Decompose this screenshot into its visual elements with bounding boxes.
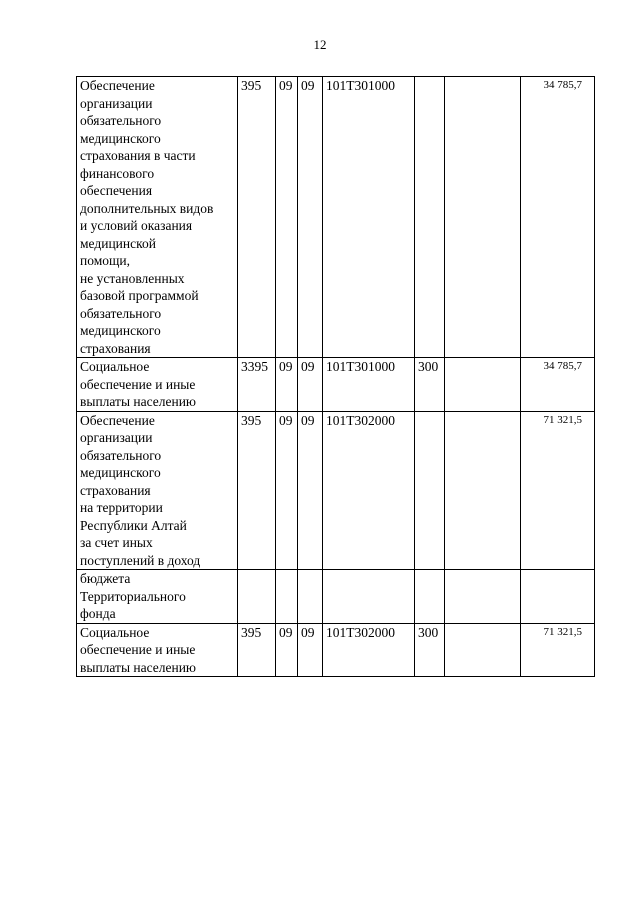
- target-code: 101Т301000: [323, 77, 415, 358]
- extra-cell: [445, 411, 521, 570]
- budget-table: [76, 76, 595, 677]
- row-name: бюджета Территориального фонда: [77, 570, 238, 624]
- section-code: 09: [276, 411, 298, 570]
- amount: [521, 570, 595, 624]
- section-code: 09: [276, 358, 298, 412]
- row-name: Обеспечение организации обязательного медицинского страхования на территории Республики Алтай за счет иных поступлений в доход: [77, 411, 238, 570]
- amount: 34 785,7: [521, 77, 595, 358]
- expense-code: [415, 411, 445, 570]
- table-row: [77, 623, 595, 677]
- admin-code: [238, 570, 276, 624]
- amount: 71 321,5: [521, 411, 595, 570]
- section-code: [276, 570, 298, 624]
- row-name: Обеспечение организации обязательного медицинского страхования в части финансового обеспечения дополнительных видов и условий оказания медицинской помощи, не установленных базовой программой обязательного медицинского страхования: [77, 77, 238, 358]
- table-row: [77, 77, 595, 358]
- extra-cell: [445, 358, 521, 412]
- expense-code: [415, 570, 445, 624]
- subsection-code: [298, 570, 323, 624]
- row-name: Социальное обеспечение и иные выплаты населению: [77, 358, 238, 412]
- table-row: [77, 570, 595, 624]
- expense-code: 300: [415, 358, 445, 412]
- admin-code: 395: [238, 411, 276, 570]
- extra-cell: [445, 77, 521, 358]
- table-row: [77, 358, 595, 412]
- row-name: Социальное обеспечение и иные выплаты населению: [77, 623, 238, 677]
- subsection-code: 09: [298, 358, 323, 412]
- expense-code: [415, 77, 445, 358]
- target-code: 101Т302000: [323, 623, 415, 677]
- section-code: 09: [276, 77, 298, 358]
- admin-code: 3395: [238, 358, 276, 412]
- target-code: 101Т302000: [323, 411, 415, 570]
- extra-cell: [445, 623, 521, 677]
- subsection-code: 09: [298, 623, 323, 677]
- target-code: [323, 570, 415, 624]
- amount: 71 321,5: [521, 623, 595, 677]
- target-code: 101Т301000: [323, 358, 415, 412]
- page-number: 12: [313, 37, 327, 52]
- amount: 34 785,7: [521, 358, 595, 412]
- subsection-code: 09: [298, 77, 323, 358]
- admin-code: 395: [238, 77, 276, 358]
- extra-cell: [445, 570, 521, 624]
- expense-code: 300: [415, 623, 445, 677]
- subsection-code: 09: [298, 411, 323, 570]
- section-code: 09: [276, 623, 298, 677]
- table-row: [77, 411, 595, 570]
- admin-code: 395: [238, 623, 276, 677]
